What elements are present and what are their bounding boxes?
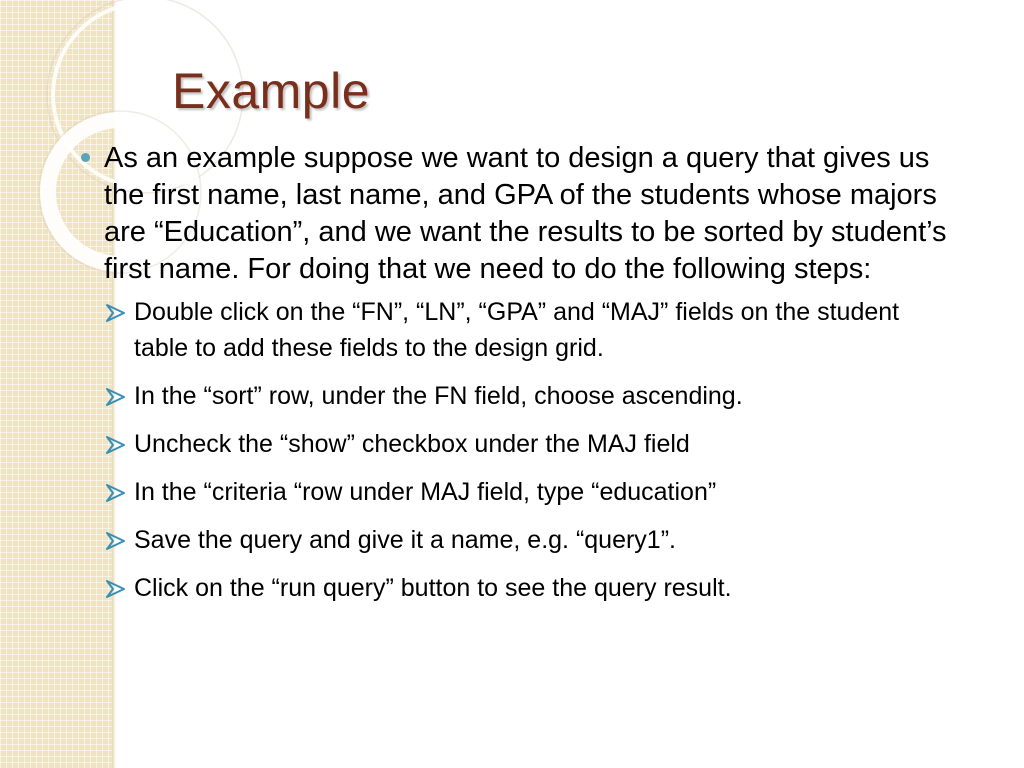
steps-list bbox=[74, 294, 974, 606]
main-bullet-text: As an example suppose we want to design a query that gives us the first name, last name, and GPA of the students whose majors are “Education”, and we want the results to be sorted by student’s first name. For doing that we need to do the following steps: bbox=[104, 142, 947, 285]
arrow-bullet-icon bbox=[104, 483, 128, 503]
main-bullet-item bbox=[74, 140, 954, 288]
step-item bbox=[104, 378, 954, 414]
step-text: Double click on the “FN”, “LN”, “GPA” and “MAJ” fields on the student table to add these fields to the design grid. bbox=[134, 298, 900, 362]
step-text: Uncheck the “show” checkbox under the MAJ field bbox=[134, 430, 690, 458]
arrow-bullet-icon bbox=[104, 387, 128, 407]
arrow-bullet-icon bbox=[104, 303, 128, 323]
arrow-bullet-icon bbox=[104, 435, 128, 455]
slide-title: Example bbox=[172, 63, 371, 119]
arrow-bullet-icon bbox=[104, 579, 128, 599]
step-item bbox=[104, 426, 954, 462]
step-item bbox=[104, 522, 954, 558]
step-item bbox=[104, 294, 954, 366]
step-text: In the “criteria “row under MAJ field, type “education” bbox=[134, 478, 717, 506]
step-text: Save the query and give it a name, e.g. “query1”. bbox=[134, 526, 676, 554]
step-text: In the “sort” row, under the FN field, choose ascending. bbox=[134, 382, 743, 410]
arrow-bullet-icon bbox=[104, 531, 128, 551]
step-item bbox=[104, 474, 954, 510]
slide-content bbox=[74, 140, 974, 618]
step-text: Click on the “run query” button to see the query result. bbox=[134, 574, 732, 602]
circle-bullet-icon bbox=[81, 153, 90, 162]
step-item bbox=[104, 570, 954, 606]
